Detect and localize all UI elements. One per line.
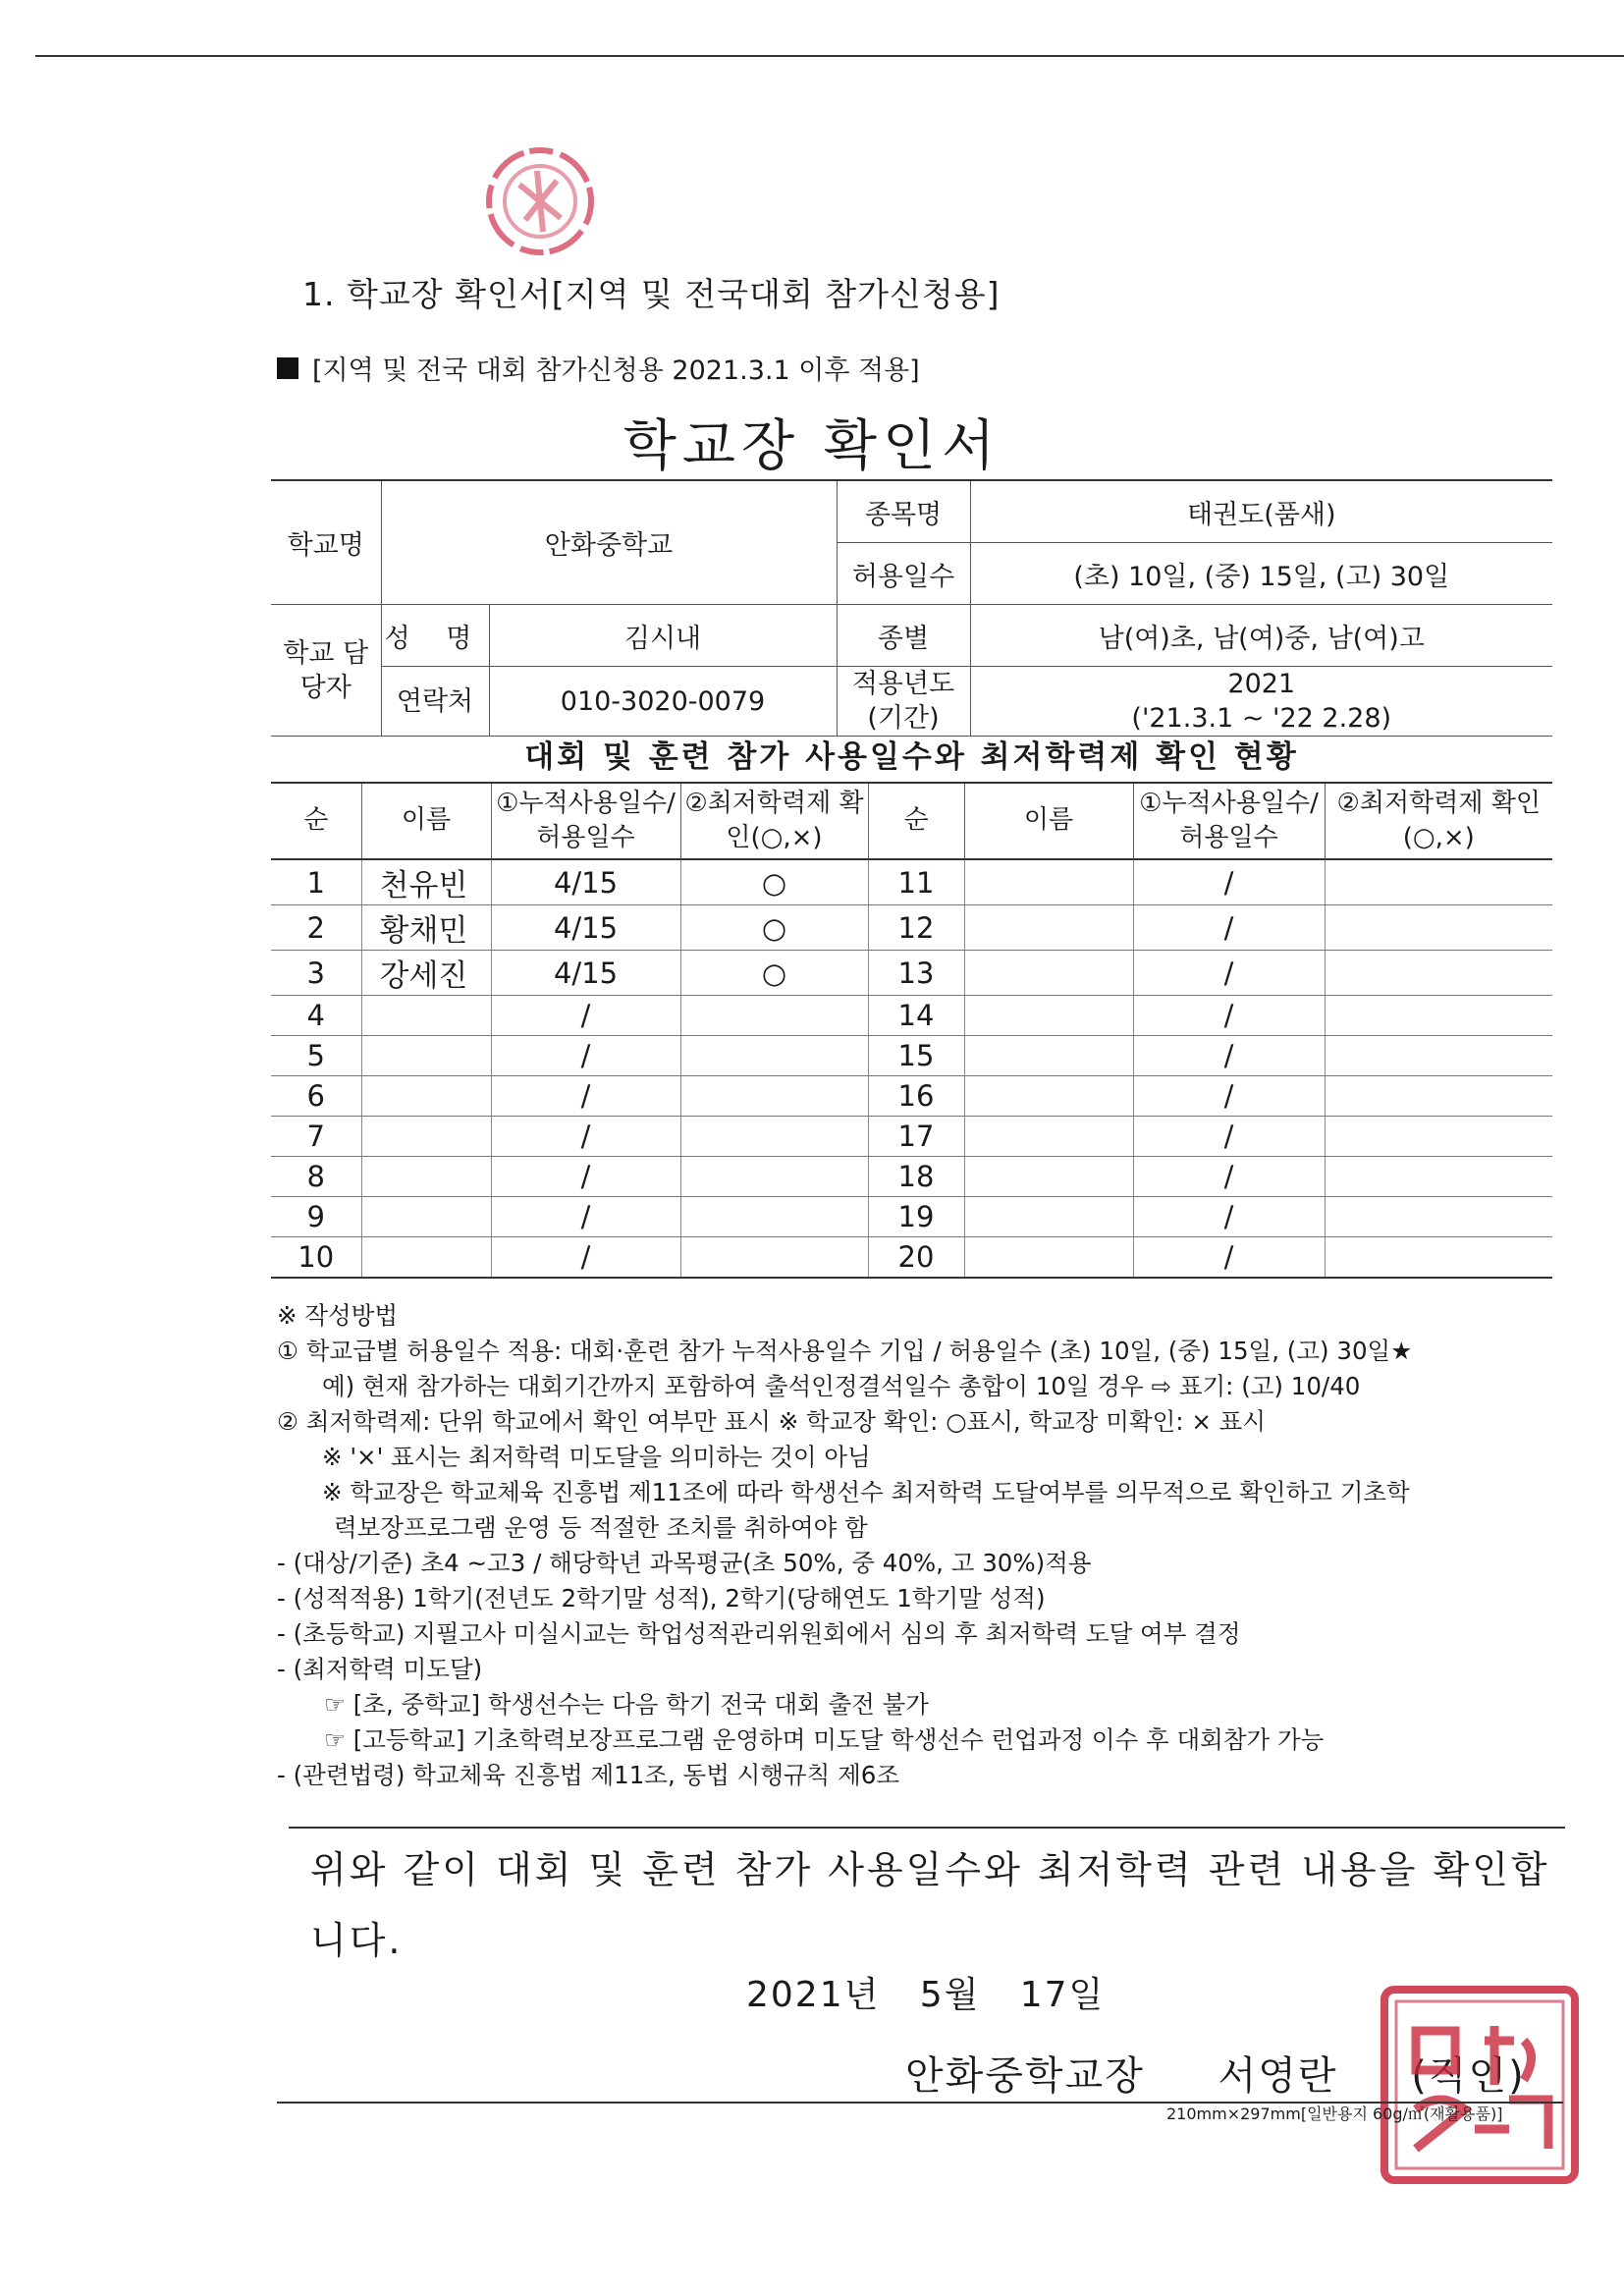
min-academic-check: [1325, 905, 1552, 951]
row-number: 15: [868, 1036, 964, 1076]
min-academic-check: [680, 1237, 868, 1279]
signer-organization: 안화중학교장: [905, 2053, 1145, 2099]
min-academic-check: [680, 1036, 868, 1076]
status-header-row: [271, 783, 1552, 859]
min-academic-check: [1325, 951, 1552, 996]
used-days: /: [1133, 1036, 1325, 1076]
min-academic-check: [1325, 1157, 1552, 1197]
row-number: 18: [868, 1157, 964, 1197]
student-name: [361, 1076, 491, 1117]
student-name: [361, 1237, 491, 1279]
contact-value: 010-3020-0079: [489, 667, 837, 737]
used-days: 4/15: [491, 951, 680, 996]
used-days: /: [1133, 859, 1325, 905]
used-days: /: [1133, 1237, 1325, 1279]
event-value: 태권도(품새): [970, 480, 1552, 543]
min-academic-check: [680, 1117, 868, 1157]
used-days: /: [1133, 905, 1325, 951]
note-line: - (초등학교) 지필고사 미실시교는 학업성적관리위원회에서 심의 후 최저학력 도달 여부 결정: [277, 1619, 1241, 1648]
status-row: [271, 1076, 1552, 1117]
note-line: - (대상/기준) 초4 ~고3 / 해당학년 과목평균(초 50%, 중 40%, 고 30%)적용: [277, 1549, 1092, 1577]
student-name: [964, 1117, 1133, 1157]
used-days: /: [491, 1157, 680, 1197]
col-header-name-2: 이름: [964, 783, 1133, 859]
student-name: [964, 859, 1133, 905]
row-number: 5: [271, 1036, 361, 1076]
note-line: 력보장프로그램 운영 등 적절한 조치를 취하여야 함: [334, 1513, 868, 1542]
row-number: 4: [271, 996, 361, 1036]
note-line: - (성적적용) 1학기(전년도 2학기말 성적), 2학기(당해연도 1학기말 성적): [277, 1584, 1046, 1613]
status-table-body: [271, 859, 1552, 1278]
status-table: [271, 782, 1552, 1279]
row-number: 12: [868, 905, 964, 951]
row-number: 14: [868, 996, 964, 1036]
row-number: 11: [868, 859, 964, 905]
note-line: 예) 현재 참가하는 대회기간까지 포함하여 출석인정결석일수 총합이 10일 경우 ⇨ 표기: (고) 10/40: [322, 1372, 1361, 1400]
confirmation-rule: [289, 1827, 1565, 1829]
info-table: [271, 479, 1552, 737]
note-line: ① 학교급별 허용일수 적용: 대회·훈련 참가 누적사용일수 기입 / 허용일수 (초) 10일, (중) 15일, (고) 30일★: [277, 1337, 1413, 1365]
student-name: [964, 1157, 1133, 1197]
status-row: [271, 859, 1552, 905]
status-row: [271, 1036, 1552, 1076]
min-academic-check: [1325, 1117, 1552, 1157]
student-name: [361, 1036, 491, 1076]
min-academic-check: [680, 1076, 868, 1117]
used-days: /: [491, 1036, 680, 1076]
min-academic-check: [1325, 996, 1552, 1036]
note-line: - (관련법령) 학교체육 진흥법 제11조, 동법 시행규칙 제6조: [277, 1761, 900, 1789]
row-number: 3: [271, 951, 361, 996]
student-name: 강세진: [361, 951, 491, 996]
used-days: /: [491, 1076, 680, 1117]
row-number: 16: [868, 1076, 964, 1117]
document-heading: 1. 학교장 확인서[지역 및 전국대회 참가신청용]: [302, 275, 1001, 313]
student-name: [964, 1036, 1133, 1076]
student-name: [361, 996, 491, 1036]
confirmation-statement: 위와 같이 대회 및 훈련 참가 사용일수와 최저학력 관련 내용을 확인합니다.: [310, 1848, 1550, 1962]
row-number: 20: [868, 1237, 964, 1279]
top-rule: [35, 55, 1624, 57]
student-name: [964, 996, 1133, 1036]
student-name: [361, 1157, 491, 1197]
min-academic-check: ○: [680, 951, 868, 996]
used-days: /: [1133, 951, 1325, 996]
col-header-days: ①누적사용일수/ 허용일수: [491, 783, 680, 859]
min-academic-check: ○: [680, 905, 868, 951]
status-row: [271, 996, 1552, 1036]
note-line: ※ 작성방법: [277, 1301, 398, 1330]
col-header-days-2: ①누적사용일수/ 허용일수: [1133, 783, 1325, 859]
status-row: [271, 1117, 1552, 1157]
min-academic-check: [680, 1197, 868, 1237]
min-academic-check: [1325, 1036, 1552, 1076]
document-title: 학교장 확인서: [623, 414, 1001, 478]
contact-label: 연락처: [381, 667, 489, 737]
col-header-check-2: ②최저학력제 확인(○,×): [1325, 783, 1552, 859]
row-number: 13: [868, 951, 964, 996]
school-label: 학교명: [271, 480, 381, 605]
note-line: ☞ [초, 중학교] 학생선수는 다음 학기 전국 대회 출전 불가: [324, 1690, 929, 1719]
row-number: 7: [271, 1117, 361, 1157]
allowed-days-label: 허용일수: [837, 543, 970, 605]
col-header-num-2: 순: [868, 783, 964, 859]
student-name: [964, 905, 1133, 951]
row-number: 6: [271, 1076, 361, 1117]
col-header-num: 순: [271, 783, 361, 859]
instructions-notes: [277, 1298, 1573, 1793]
used-days: /: [1133, 1117, 1325, 1157]
signer-name: 서영란: [1218, 2053, 1338, 2099]
principal-seal-stamp: [1377, 1982, 1583, 2188]
min-academic-check: [1325, 1197, 1552, 1237]
status-section-title: 대회 및 훈련 참가 사용일수와 최저학력제 확인 현황: [524, 739, 1299, 775]
used-days: /: [491, 1237, 680, 1279]
year-period: ('21.3.1 ~ '22 2.28): [1131, 703, 1392, 735]
manager-label: 학교 담당자: [271, 605, 381, 737]
status-row: [271, 1237, 1552, 1279]
used-days: /: [1133, 1157, 1325, 1197]
min-academic-check: [680, 1157, 868, 1197]
note-line: ☞ [고등학교] 기초학력보장프로그램 운영하며 미도달 학생선수 런업과정 이수 후 대회참가 가능: [324, 1725, 1325, 1754]
min-academic-check: [680, 996, 868, 1036]
paper-size-note: 210mm×297mm[일반용지 60g/㎡(재활용품)]: [1166, 2105, 1503, 2123]
year-cell: [970, 667, 1552, 737]
manager-name-label: 성 명: [381, 605, 489, 667]
row-number: 9: [271, 1197, 361, 1237]
status-row: [271, 951, 1552, 996]
used-days: 4/15: [491, 905, 680, 951]
student-name: [964, 1076, 1133, 1117]
used-days: /: [491, 1117, 680, 1157]
row-number: 17: [868, 1117, 964, 1157]
year-value: 2021: [1227, 669, 1296, 699]
issue-date: 2021년 5월 17일: [746, 1975, 1106, 2015]
manager-name-value: 김시내: [489, 605, 837, 667]
used-days: /: [1133, 996, 1325, 1036]
square-bullet-icon: [277, 357, 298, 379]
student-name: [964, 1237, 1133, 1279]
used-days: /: [491, 996, 680, 1036]
signer-seal-label: (직인): [1411, 2053, 1526, 2099]
row-number: 19: [868, 1197, 964, 1237]
note-line: ※ 학교장은 학교체육 진흥법 제11조에 따라 학생선수 최저학력 도달여부를 의무적으로 확인하고 기초학: [322, 1478, 1410, 1506]
row-number: 2: [271, 905, 361, 951]
row-number: 10: [271, 1237, 361, 1279]
status-row: [271, 1197, 1552, 1237]
row-number: 1: [271, 859, 361, 905]
student-name: [964, 951, 1133, 996]
school-value: 안화중학교: [381, 480, 837, 605]
student-name: 황채민: [361, 905, 491, 951]
document-subheading: [277, 349, 920, 387]
event-label: 종목명: [837, 480, 970, 543]
student-name: [964, 1197, 1133, 1237]
used-days: /: [1133, 1076, 1325, 1117]
student-name: [361, 1117, 491, 1157]
gender-label: 종별: [837, 605, 970, 667]
note-line: ※ '×' 표시는 최저학력 미도달을 의미하는 것이 아님: [322, 1443, 871, 1471]
col-header-name: 이름: [361, 783, 491, 859]
note-line: - (최저학력 미도달): [277, 1655, 483, 1683]
allowed-days-value: (초) 10일, (중) 15일, (고) 30일: [970, 543, 1552, 605]
subheading-text: [지역 및 전국 대회 참가신청용 2021.3.1 이후 적용]: [312, 355, 920, 386]
status-row: [271, 905, 1552, 951]
year-label: 적용년도 (기간): [837, 667, 970, 737]
used-days: /: [491, 1197, 680, 1237]
min-academic-check: [1325, 1076, 1552, 1117]
used-days: /: [1133, 1197, 1325, 1237]
status-row: [271, 1157, 1552, 1197]
student-name: [361, 1197, 491, 1237]
row-number: 8: [271, 1157, 361, 1197]
min-academic-check: [1325, 1237, 1552, 1279]
col-header-check: ②최저학력제 확인(○,×): [680, 783, 868, 859]
min-academic-check: ○: [680, 859, 868, 905]
school-seal-stamp-top: [476, 137, 604, 265]
note-line: ② 최저학력제: 단위 학교에서 확인 여부만 표시 ※ 학교장 확인: ○표시, 학교장 미확인: × 표시: [277, 1407, 1266, 1436]
gender-value: 남(여)초, 남(여)중, 남(여)고: [970, 605, 1552, 667]
min-academic-check: [1325, 859, 1552, 905]
student-name: 천유빈: [361, 859, 491, 905]
used-days: 4/15: [491, 859, 680, 905]
